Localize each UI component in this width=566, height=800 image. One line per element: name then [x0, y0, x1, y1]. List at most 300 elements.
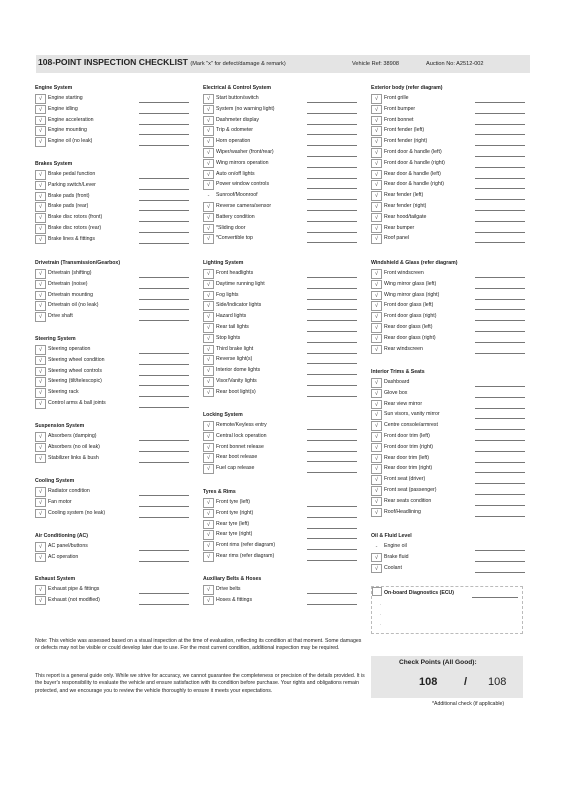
remark-line[interactable]	[475, 188, 525, 189]
check-box[interactable]: √	[371, 105, 382, 115]
check-box[interactable]: √	[371, 323, 382, 333]
remark-line[interactable]	[475, 550, 525, 551]
checklist-row	[371, 301, 531, 312]
remark-line[interactable]	[307, 331, 357, 332]
item-label: Control arms & ball joints	[48, 400, 106, 406]
remark-line[interactable]	[139, 320, 189, 321]
remark-line[interactable]	[475, 505, 525, 506]
check-box[interactable]: √	[371, 94, 382, 104]
remark-line[interactable]	[307, 134, 357, 135]
check-box[interactable]: √	[371, 464, 382, 474]
check-box[interactable]: √	[35, 498, 46, 508]
check-box[interactable]: √	[371, 180, 382, 190]
remark-line[interactable]	[475, 145, 525, 146]
remark-line[interactable]	[139, 288, 189, 289]
check-box[interactable]: √	[35, 291, 46, 301]
check-box[interactable]: √	[203, 137, 214, 147]
remark-line[interactable]	[475, 199, 525, 200]
remark-line[interactable]	[139, 364, 189, 365]
item-label: Fog lights	[216, 291, 239, 298]
check-box[interactable]: √	[203, 530, 214, 540]
item-label: Engine oil	[384, 543, 407, 549]
remark-line[interactable]	[475, 572, 525, 573]
check-box[interactable]: √	[371, 116, 382, 126]
remark-line[interactable]	[475, 440, 525, 441]
check-box[interactable]: √	[203, 388, 214, 398]
check-box[interactable]: √	[35, 126, 46, 136]
remark-line[interactable]	[475, 516, 525, 517]
check-box[interactable]: √	[371, 280, 382, 290]
item-label: Steering wheel controls	[48, 367, 102, 374]
check-box[interactable]: √	[203, 180, 214, 190]
section-title: Exterior body (refer diagram)	[371, 85, 443, 91]
check-box[interactable]: √	[35, 181, 46, 191]
remark-line[interactable]	[475, 299, 525, 300]
remark-line[interactable]	[307, 472, 357, 473]
item-label: Front door & handle (right)	[384, 159, 445, 166]
checklist-row	[35, 454, 195, 465]
remark-line[interactable]	[307, 451, 357, 452]
check-box[interactable]: √	[35, 94, 46, 104]
remark-line[interactable]	[475, 418, 525, 419]
item-label: Dashmeter display	[216, 116, 259, 123]
check-box[interactable]: √	[203, 224, 214, 234]
check-box[interactable]: √	[371, 421, 382, 431]
remark-line[interactable]	[307, 461, 357, 462]
item-label: Horn operation	[216, 138, 251, 145]
check-box[interactable]: √	[35, 553, 46, 563]
check-box[interactable]: √	[35, 443, 46, 453]
total-count: 108	[488, 676, 507, 688]
remark-line[interactable]	[307, 113, 357, 114]
remark-line[interactable]	[475, 156, 525, 157]
check-box[interactable]: √	[35, 487, 46, 497]
remark-line[interactable]	[475, 178, 525, 179]
checklist-row	[35, 553, 195, 564]
checklist-row	[203, 464, 363, 475]
remark-line[interactable]	[307, 560, 357, 561]
remark-line[interactable]	[307, 178, 357, 179]
remark-line[interactable]	[307, 199, 357, 200]
remark-line[interactable]	[475, 342, 525, 343]
check-box[interactable]: √	[203, 105, 214, 115]
obd-dot: .	[380, 621, 382, 627]
remark-line[interactable]	[475, 429, 525, 430]
check-box[interactable]: √	[371, 486, 382, 496]
check-box[interactable]: √	[371, 312, 382, 322]
check-box[interactable]: √	[203, 234, 214, 244]
check-box[interactable]: √	[371, 389, 382, 399]
check-box[interactable]: √	[203, 126, 214, 136]
checklist-row	[35, 596, 195, 607]
check-box[interactable]: √	[371, 148, 382, 158]
check-box[interactable]: √	[35, 432, 46, 442]
check-box[interactable]: √	[35, 454, 46, 464]
check-box[interactable]: √	[203, 94, 214, 104]
item-label: Brake pedal function	[48, 171, 96, 177]
check-box[interactable]: √	[371, 508, 382, 518]
remark-line[interactable]	[307, 210, 357, 211]
check-box[interactable]: √	[203, 170, 214, 180]
remark-line[interactable]	[307, 528, 357, 529]
remark-line[interactable]	[139, 124, 189, 125]
remark-line[interactable]	[307, 342, 357, 343]
checklist-row	[35, 388, 195, 399]
check-box[interactable]: √	[371, 432, 382, 442]
remark-line[interactable]	[475, 353, 525, 354]
remark-line[interactable]	[475, 451, 525, 452]
check-box[interactable]: √	[35, 170, 46, 180]
remark-line[interactable]	[139, 440, 189, 441]
item-label: Front tyre (right)	[216, 509, 254, 516]
remark-line[interactable]	[139, 407, 189, 408]
remark-line[interactable]	[475, 242, 525, 243]
check-box[interactable]: √	[35, 542, 46, 552]
check-box[interactable]: √	[35, 345, 46, 355]
checklist-row	[203, 345, 363, 356]
remark-line[interactable]	[139, 353, 189, 354]
check-box[interactable]: √	[203, 421, 214, 431]
remark-line[interactable]	[139, 243, 189, 244]
section-title: Engine System	[35, 85, 73, 91]
remark-line[interactable]	[475, 210, 525, 211]
checklist-row	[35, 94, 195, 105]
remark-line[interactable]	[307, 374, 357, 375]
obd-remark-line[interactable]	[472, 597, 518, 598]
remark-line[interactable]	[475, 494, 525, 495]
remark-line[interactable]	[475, 331, 525, 332]
summary-slash: /	[464, 676, 468, 688]
remark-line[interactable]	[139, 495, 189, 496]
checklist-row	[35, 509, 195, 520]
remark-line[interactable]	[307, 145, 357, 146]
item-label: Drive shaft	[48, 313, 73, 320]
obd-checkbox[interactable]	[372, 587, 382, 596]
remark-line[interactable]	[139, 604, 189, 605]
check-box[interactable]: √	[203, 552, 214, 562]
check-box[interactable]: √	[203, 148, 214, 158]
remark-line[interactable]	[307, 353, 357, 354]
remark-line[interactable]	[307, 517, 357, 518]
remark-line[interactable]	[139, 462, 189, 463]
checklist-row	[371, 542, 531, 553]
remark-line[interactable]	[139, 200, 189, 201]
item-label: Front door trim (left)	[384, 433, 430, 439]
check-box[interactable]: √	[35, 388, 46, 398]
check-box[interactable]: √	[35, 202, 46, 212]
summary-title: Check Points (All Good):	[399, 659, 477, 666]
check-box[interactable]: √	[371, 202, 382, 212]
check-box[interactable]: √	[35, 596, 46, 606]
remark-line[interactable]	[139, 593, 189, 594]
remark-line[interactable]	[307, 593, 357, 594]
remark-line[interactable]	[307, 506, 357, 507]
remark-line[interactable]	[139, 517, 189, 518]
remark-line[interactable]	[307, 124, 357, 125]
check-box[interactable]: √	[371, 454, 382, 464]
check-box[interactable]: √	[371, 378, 382, 388]
checklist-row	[203, 291, 363, 302]
remark-line[interactable]	[475, 320, 525, 321]
remark-line[interactable]	[307, 188, 357, 189]
checklist-row	[203, 191, 363, 202]
remark-line[interactable]	[307, 232, 357, 233]
check-box[interactable]: √	[371, 234, 382, 244]
remark-line[interactable]	[139, 550, 189, 551]
check-box[interactable]: √	[203, 345, 214, 355]
item-label: Reverse light(s)	[216, 356, 253, 363]
check-box[interactable]: √	[371, 224, 382, 234]
check-box[interactable]: √	[371, 400, 382, 410]
remark-line[interactable]	[139, 134, 189, 135]
item-label: Wing mirror glass (right)	[384, 291, 440, 298]
remark-line[interactable]	[139, 506, 189, 507]
item-label: Front windscreen	[384, 270, 424, 276]
remark-line[interactable]	[475, 167, 525, 168]
remark-line[interactable]	[139, 232, 189, 233]
remark-line[interactable]	[475, 462, 525, 463]
check-box[interactable]: √	[371, 345, 382, 355]
remark-line[interactable]	[307, 242, 357, 243]
section-title: Drivetrain (Transmission/Gearbox)	[35, 260, 121, 266]
check-box[interactable]: √	[35, 116, 46, 126]
item-label: Front bonnet	[384, 116, 414, 123]
check-box[interactable]: √	[371, 170, 382, 180]
checklist-row	[35, 192, 195, 203]
checklist-row	[371, 126, 531, 137]
check-box[interactable]: √	[371, 159, 382, 169]
remark-line[interactable]	[139, 189, 189, 190]
remark-line[interactable]	[139, 375, 189, 376]
remark-line[interactable]	[475, 472, 525, 473]
remark-line[interactable]	[475, 102, 525, 103]
check-box[interactable]: √	[371, 191, 382, 201]
check-box[interactable]: √	[371, 291, 382, 301]
section-title: Suspension System	[35, 423, 85, 429]
item-label: Rear door & handle (left)	[384, 170, 441, 177]
remark-line[interactable]	[139, 277, 189, 278]
check-box[interactable]: √	[35, 235, 46, 245]
remark-line[interactable]	[307, 309, 357, 310]
check-box[interactable]: √	[203, 585, 214, 595]
item-label: Sunroof/Moonroof	[216, 192, 258, 199]
remark-line[interactable]	[139, 178, 189, 179]
remark-line[interactable]	[475, 561, 525, 562]
check-box[interactable]: √	[203, 323, 214, 333]
remark-line[interactable]	[139, 561, 189, 562]
remark-line[interactable]	[139, 385, 189, 386]
remark-line[interactable]	[475, 113, 525, 114]
remark-line[interactable]	[307, 288, 357, 289]
check-box[interactable]: √	[35, 137, 46, 147]
remark-line[interactable]	[307, 385, 357, 386]
check-box[interactable]: √	[35, 192, 46, 202]
checklist-row	[371, 400, 531, 411]
item-label: Rear tail lights	[216, 324, 249, 330]
check-box[interactable]: √	[371, 269, 382, 279]
checklist-row	[203, 269, 363, 280]
section-title: Windshield & Glass (refer diagram)	[371, 260, 458, 266]
section-title: Auxiliary Belts & Hoses	[203, 576, 262, 582]
check-box[interactable]: √	[203, 355, 214, 365]
item-label: System (no warning light)	[216, 105, 275, 112]
remark-line[interactable]	[139, 299, 189, 300]
check-box[interactable]: √	[35, 224, 46, 234]
check-box[interactable]: √	[203, 377, 214, 387]
check-box[interactable]: √	[35, 399, 46, 409]
remark-line[interactable]	[139, 145, 189, 146]
remark-line[interactable]	[475, 483, 525, 484]
check-box[interactable]: √	[203, 269, 214, 279]
remark-line[interactable]	[307, 156, 357, 157]
check-box[interactable]: √	[203, 202, 214, 212]
remark-line[interactable]	[307, 440, 357, 441]
remark-line[interactable]	[307, 102, 357, 103]
remark-line[interactable]	[307, 277, 357, 278]
check-box[interactable]: √	[35, 377, 46, 387]
remark-line[interactable]	[307, 429, 357, 430]
check-box[interactable]: √	[371, 553, 382, 563]
check-box[interactable]: √	[203, 291, 214, 301]
remark-line[interactable]	[475, 277, 525, 278]
remark-line[interactable]	[307, 363, 357, 364]
check-box[interactable]: √	[35, 356, 46, 366]
remark-line[interactable]	[475, 221, 525, 222]
remark-line[interactable]	[307, 396, 357, 397]
remark-line[interactable]	[139, 102, 189, 103]
check-box[interactable]: √	[371, 497, 382, 507]
check-box[interactable]: √	[371, 301, 382, 311]
check-box[interactable]: √	[203, 443, 214, 453]
check-box[interactable]: √	[203, 520, 214, 530]
section-title: Air Conditioning (AC)	[35, 533, 89, 539]
check-box[interactable]: √	[203, 509, 214, 519]
remark-line[interactable]	[307, 221, 357, 222]
check-box[interactable]: -	[375, 544, 378, 550]
item-label: Front door & handle (left)	[384, 149, 442, 155]
remark-line[interactable]	[307, 604, 357, 605]
check-box[interactable]: √	[35, 585, 46, 595]
remark-line[interactable]	[139, 451, 189, 452]
item-label: Drivetrain oil (no leak)	[48, 302, 99, 309]
check-box[interactable]: √	[203, 116, 214, 126]
item-label: Rear door & handle (right)	[384, 181, 444, 188]
check-box[interactable]: √	[203, 334, 214, 344]
item-label: Wiper/washer (front/rear)	[216, 149, 274, 155]
check-box[interactable]: √	[35, 301, 46, 311]
remark-line[interactable]	[139, 396, 189, 397]
remark-line[interactable]	[475, 232, 525, 233]
check-box[interactable]: √	[35, 312, 46, 322]
checklist-row	[35, 432, 195, 443]
check-box[interactable]: √	[203, 301, 214, 311]
checklist-row	[371, 421, 531, 432]
remark-line[interactable]	[139, 221, 189, 222]
item-label: Front tyre (left)	[216, 499, 251, 505]
checklist-row	[35, 126, 195, 137]
item-label: Roof/Headlining	[384, 508, 421, 515]
check-box[interactable]: √	[35, 280, 46, 290]
check-box[interactable]: √	[203, 280, 214, 290]
remark-line[interactable]	[307, 320, 357, 321]
checklist-row	[203, 421, 363, 432]
check-box[interactable]: √	[35, 105, 46, 115]
check-box[interactable]: √	[35, 509, 46, 519]
check-box[interactable]: √	[203, 453, 214, 463]
check-box[interactable]: -	[207, 193, 210, 200]
checklist-row	[203, 180, 363, 191]
remark-line[interactable]	[475, 288, 525, 289]
section-title: Tyres & Rims	[203, 489, 236, 495]
check-box[interactable]: √	[371, 334, 382, 344]
section-title: Lighting System	[203, 260, 244, 266]
item-label: Side/Indicator lights	[216, 302, 262, 309]
checkpoints-summary	[371, 656, 523, 698]
check-box[interactable]: √	[203, 541, 214, 551]
check-box[interactable]: √	[203, 464, 214, 474]
check-box[interactable]: √	[203, 596, 214, 606]
check-box[interactable]: √	[371, 126, 382, 136]
item-label: Front seat (driver)	[384, 476, 426, 483]
remark-line[interactable]	[307, 549, 357, 550]
checklist-row	[203, 443, 363, 454]
remark-line[interactable]	[139, 210, 189, 211]
checklist-row	[203, 159, 363, 170]
item-label: Start button/switch	[216, 95, 259, 101]
check-box[interactable]: √	[35, 367, 46, 377]
item-label: Battery condition	[216, 213, 255, 220]
checklist-row	[371, 224, 531, 235]
item-label: AC panel/buttons	[48, 543, 88, 549]
check-box[interactable]: √	[203, 498, 214, 508]
check-box[interactable]: √	[371, 443, 382, 453]
check-box[interactable]: √	[203, 366, 214, 376]
remark-line[interactable]	[475, 408, 525, 409]
remark-line[interactable]	[307, 167, 357, 168]
check-box[interactable]: √	[371, 564, 382, 574]
check-box[interactable]: √	[35, 269, 46, 279]
check-box[interactable]: √	[203, 159, 214, 169]
remark-line[interactable]	[475, 397, 525, 398]
remark-line[interactable]	[307, 299, 357, 300]
section-title: Steering System	[35, 336, 76, 342]
check-box[interactable]: √	[203, 312, 214, 322]
check-box[interactable]: √	[203, 213, 214, 223]
section-title: Electrical & Control System	[203, 85, 272, 91]
checklist-row	[371, 170, 531, 181]
checklist-row	[203, 280, 363, 291]
remark-line[interactable]	[475, 124, 525, 125]
check-box[interactable]: √	[203, 432, 214, 442]
check-box[interactable]: √	[371, 410, 382, 420]
remark-line[interactable]	[307, 538, 357, 539]
remark-line[interactable]	[475, 309, 525, 310]
remark-line[interactable]	[475, 386, 525, 387]
item-label: Cooling system (no leak)	[48, 509, 106, 516]
checklist-row	[203, 94, 363, 105]
check-box[interactable]: √	[371, 137, 382, 147]
item-label: Rear hood/tailgate	[384, 213, 427, 220]
item-label: Dashboard	[384, 379, 410, 385]
remark-line[interactable]	[139, 113, 189, 114]
checklist-row	[371, 291, 531, 302]
check-box[interactable]: √	[371, 475, 382, 485]
check-box[interactable]: √	[371, 213, 382, 223]
checklist-title: 108-POINT INSPECTION CHECKLIST (Mark "x" for defect/damage & remark)	[38, 57, 286, 67]
check-box[interactable]: √	[35, 213, 46, 223]
remark-line[interactable]	[475, 134, 525, 135]
remark-line[interactable]	[139, 309, 189, 310]
